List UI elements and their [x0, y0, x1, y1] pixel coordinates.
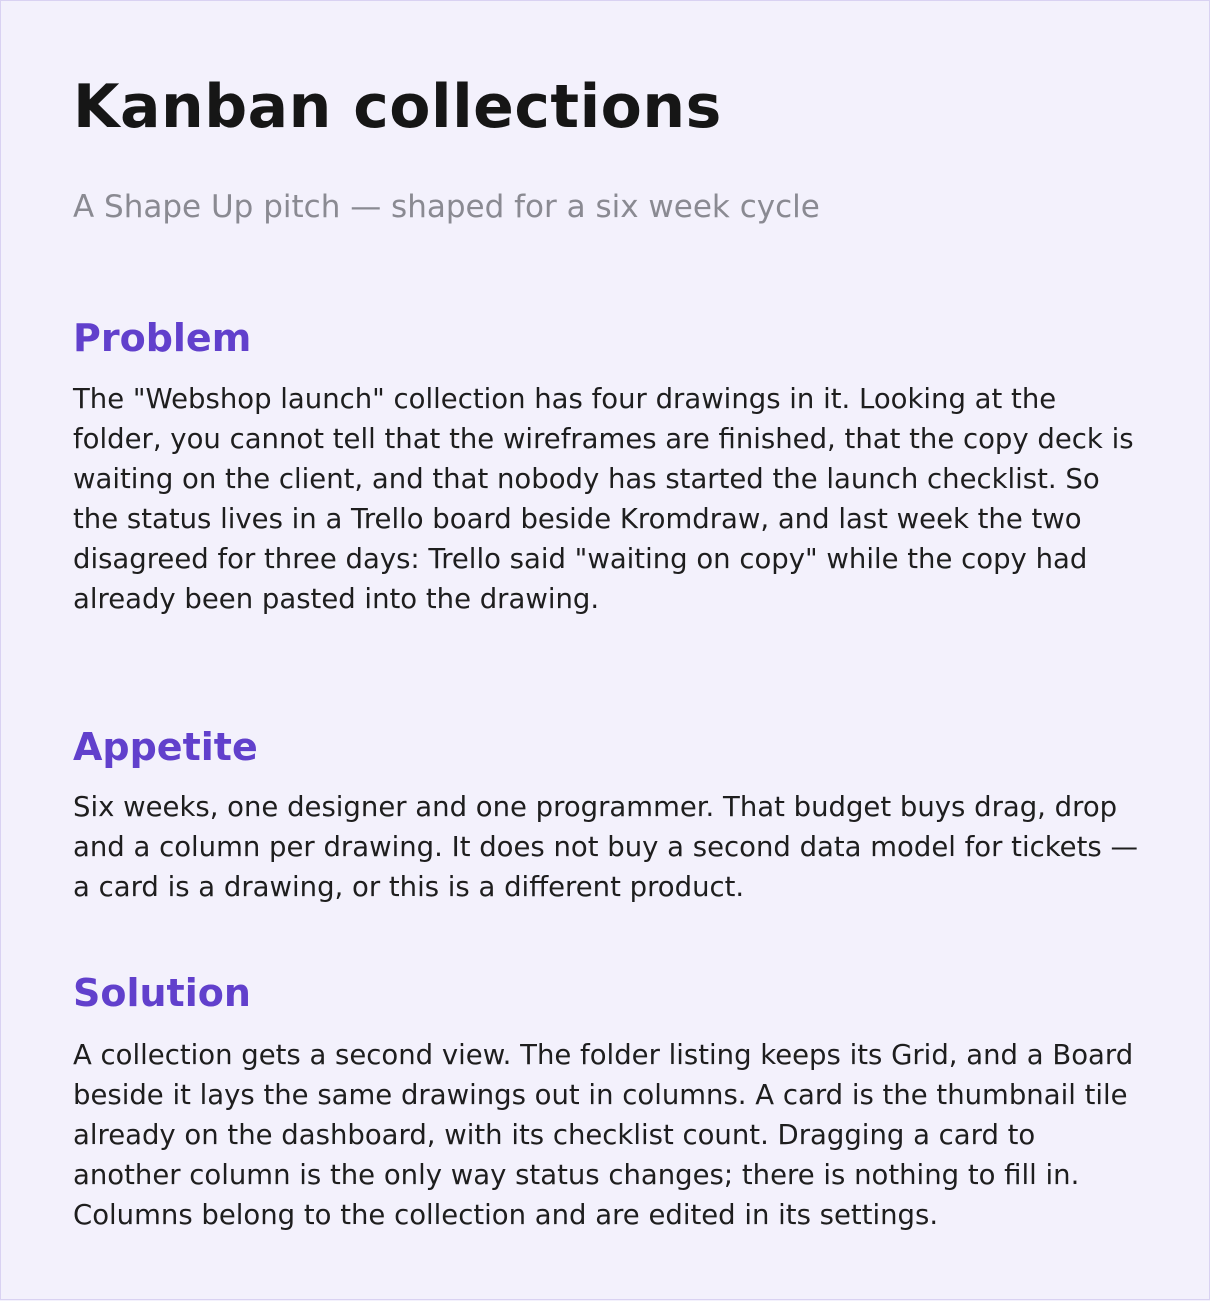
appetite-heading: Appetite [73, 725, 258, 769]
pitch-document [1, 1, 1210, 1301]
problem-heading: Problem [73, 316, 252, 360]
page-subtitle: A Shape Up pitch — shaped for a six week cycle [73, 189, 820, 225]
solution-body: A collection gets a second view. The folder listing keeps its Grid, and a Board beside it lays the same drawings out in columns. A card is the thumbnail tile already on the dashboard, with its checklist count. Dragging a card to another column is the only way status changes; there is nothing to fill in. Columns belong to the collection and are edited in its settings. [73, 1039, 1134, 1231]
problem-body: The "Webshop launch" collection has four drawings in it. Looking at the folder, you cannot tell that the wireframes are finished, that the copy deck is waiting on the client, and that nobody has started the launch checklist. So the status lives in a Trello board beside Kromdraw, and last week the two disagreed for three days: Trello said "waiting on copy" while the copy had already been pasted into the drawing. [73, 383, 1134, 615]
page-title: Kanban collections [73, 72, 722, 142]
solution-heading: Solution [73, 971, 251, 1015]
appetite-body: Six weeks, one designer and one programmer. That budget buys drag, drop and a column per drawing. It does not buy a second data model for tickets — a card is a drawing, or this is a different product. [73, 791, 1138, 903]
